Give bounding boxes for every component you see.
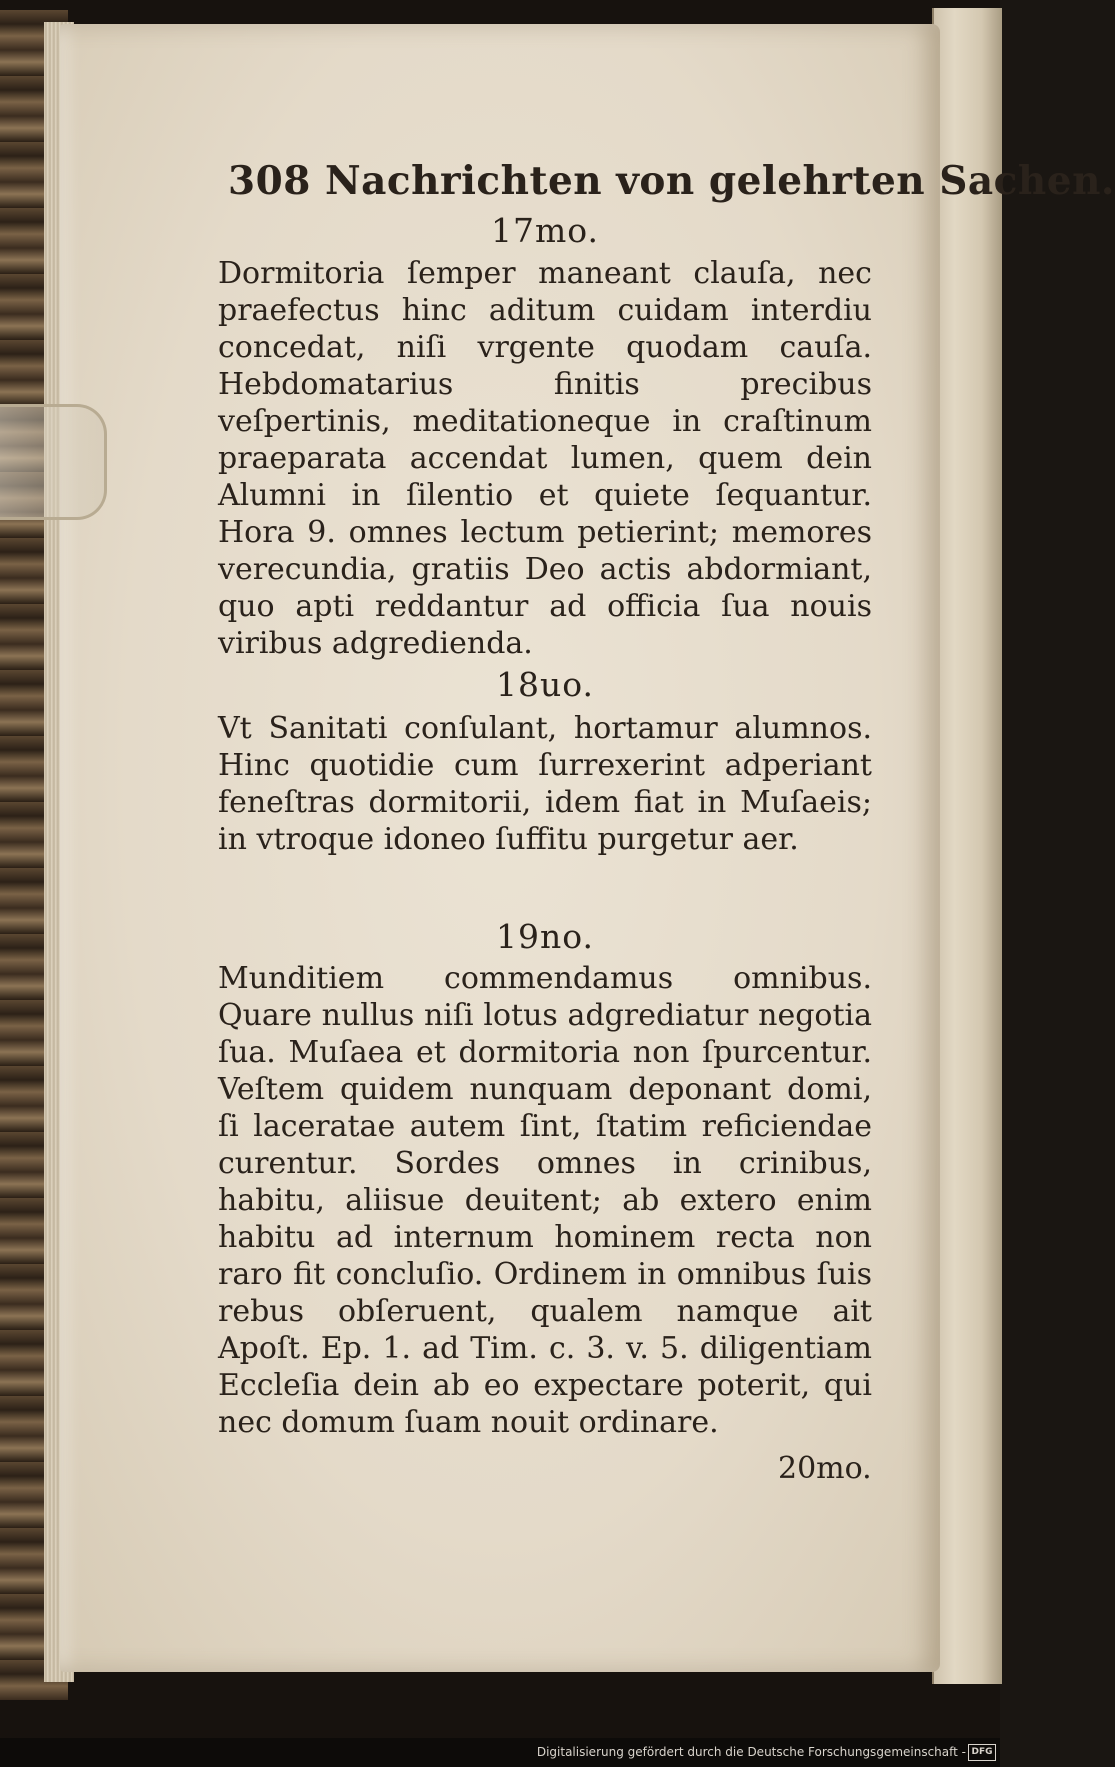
paragraph: Dormitoria ſemper maneant clauſa, nec praefectus hinc aditum cuidam interdiu concedat, niſi vrgente quodam cauſa. Hebdomatarius finitis precibus veſpertinis, meditationeque in craſtinum praeparata accendat lumen, quem dein Alumni in ſilentio et quiete ſequantur. Hora 9. omnes lectum petierint; memores verecundia, gratiis Deo actis abdormiant, quo apti reddantur ad officia ſua nouis viribus adgredienda. <box>218 256 872 661</box>
page-number: 308 <box>228 158 311 204</box>
footer-credit: Digitalisierung gefördert durch die Deutsche Forschungsgemeinschaft - <box>536 1745 966 1759</box>
bookmark-clip <box>0 404 107 520</box>
section-number: 19no. <box>495 917 595 956</box>
section-number: 18uo. <box>495 665 595 704</box>
paragraph: Munditiem commendamus omnibus. Quare nullus niſi lotus adgrediatur negotia ſua. Muſaea et dormitoria non ſpurcentur. Veſtem quidem nunquam deponant domi, ſi laceratae autem ſint, ſtatim reficiendae curentur. Sordes omnes in crinibus, habitu, aliisue deuitent; ab extero enim habitu ad internum hominem recta non raro fit concluſio. Ordinem in omnibus ſuis rebus obſeruent, qualem namque ait Apoſt. Ep. 1. ad Tim. c. 3. v. 5. diligentiam Eccleſia dein ab eo expectare poterit, qui nec domum ſuam nouit ordinare. <box>218 961 872 1440</box>
facing-page-edge <box>932 8 1002 1684</box>
running-head <box>228 158 1115 212</box>
running-head-title: Nachrichten von gelehrten Sachen. <box>325 158 1115 204</box>
section-number: 17mo. <box>490 211 600 250</box>
paragraph: Vt Sanitati conſulant, hortamur alumnos. Hinc quotidie cum ſurrexerint adperiant feneſtras dormitorii, idem fiat in Muſaeis; in vtroque idoneo ſuffitu purgetur aer. <box>218 711 872 857</box>
catchword: 20mo. <box>778 1451 872 1486</box>
dfg-logo-icon: DFG <box>968 1744 996 1761</box>
